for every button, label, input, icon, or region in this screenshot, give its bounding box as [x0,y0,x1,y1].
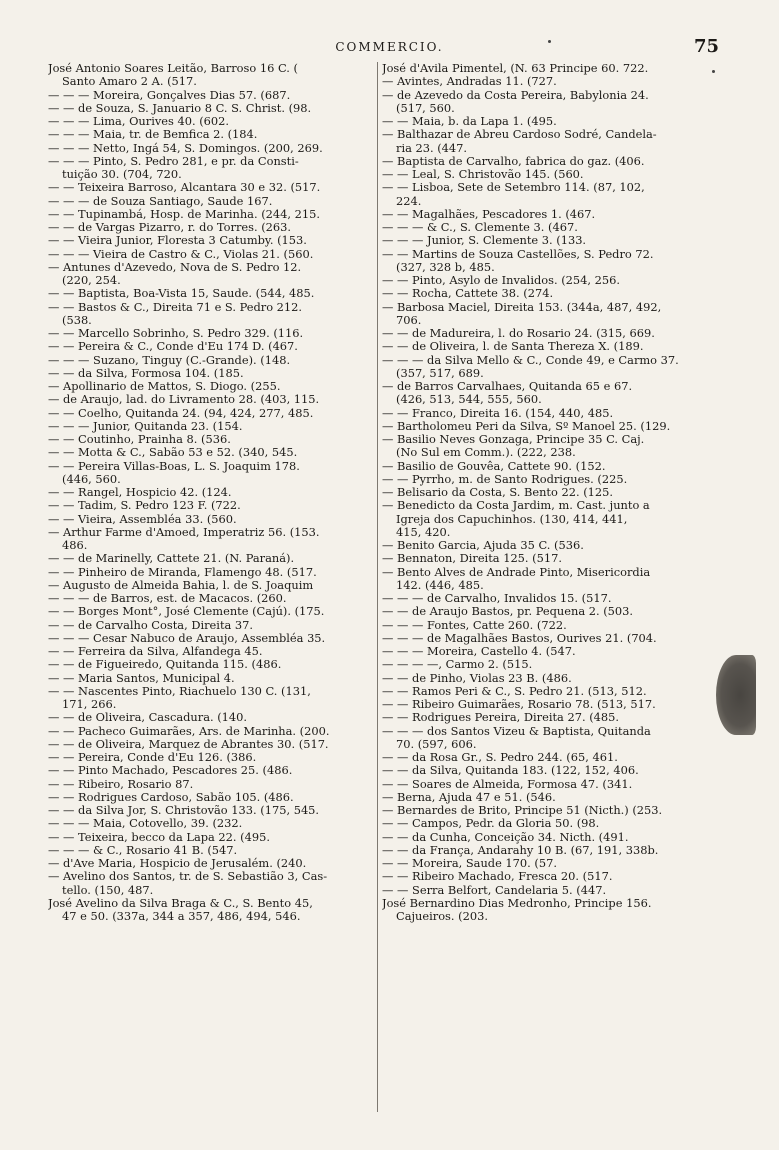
directory-entry-line: (538. [62,313,92,327]
directory-entry-line: — Augusto de Almeida Bahia, l. de S. Joaquim [48,578,314,592]
directory-entry-line: — — de Oliveira, l. de Santa Thereza X. (189. [382,340,644,354]
directory-entry-line: — — — Fontes, Catte 260. (722. [382,618,567,632]
directory-entry-line: — — — Lima, Ourives 40. (602. [48,115,230,128]
directory-entry-line: — — Lisboa, Sete de Setembro 114. (87, 102, [382,181,645,195]
directory-entry-line: José Avelino da Silva Braga & C., S. Bento 45, [48,896,313,910]
directory-entry-line: — — Marcello Sobrinho, S. Pedro 329. (116. [48,327,304,340]
directory-entry-line: — — de Oliveira, Marquez de Abrantes 30. (517. [48,737,329,751]
directory-entry-line: — — da França, Andarahy 10 B. (67, 191, 338b. [382,843,659,857]
directory-entry-line: — — Moreira, Saude 170. (57. [382,857,557,870]
running-title: COMMERCIO. [335,40,444,54]
directory-entry-line: — Benedicto da Costa Jardim, m. Cast. junto a [382,499,650,513]
directory-entry-line: — — — de Magalhães Bastos, Ourives 21. (704. [382,631,657,645]
directory-entry-line: — — Pacheco Guimarães, Ars. de Marinha. (200. [48,724,330,738]
directory-entry-line: — — Pinheiro de Miranda, Flamengo 48. (517. [48,565,317,579]
directory-entry-line: — Avelino dos Santos, tr. de S. Sebastião 3, Cas- [48,870,328,884]
directory-entry-line: — Bartholomeu Peri da Silva, Sº Manoel 25. (129. [382,419,671,433]
column-divider [377,62,378,1112]
directory-entry-line: — Bernardes de Brito, Principe 51 (Nicth.) (253. [382,804,663,817]
directory-entry-line: — — de Carvalho Costa, Direita 37. [48,618,254,632]
directory-entry-line: — — Motta & C., Sabão 53 e 52. (340, 545. [48,446,298,460]
directory-entry-line: — — de Vargas Pizarro, r. do Torres. (263. [48,221,292,234]
directory-entry-line: — — — Maia, tr. de Bemfica 2. (184. [48,128,258,142]
directory-entry-line: — — de Araujo Bastos, pr. Pequena 2. (503. [382,605,634,619]
directory-entry-line: — — de Souza, S. Januario 8 C. S. Christ. (98. [48,101,312,115]
speck [548,40,551,43]
directory-entry-line: — Avintes, Andradas 11. (727. [382,75,557,89]
directory-entry-line: — — da Silva, Quitanda 183. (122, 152, 406. [382,764,639,778]
directory-entry-line: — — Pereira, Conde d'Eu 126. (386. [48,751,257,764]
directory-entry-line: Cajueiros. (203. [396,910,488,923]
directory-entry-line: — — Soares de Almeida, Formosa 47. (341. [382,777,633,791]
directory-entry-line: — — de Marinelly, Cattete 21. (N. Paraná). [48,552,295,566]
directory-entry-line: — Baptista de Carvalho, fabrica do gaz. (406. [382,154,645,168]
directory-entry-line: — — Rangel, Hospicio 42. (124. [48,486,232,499]
directory-entry-line: — — Martins de Souza Castellões, S. Pedro 72. [382,247,654,261]
directory-entry-line: — — Ribeiro Guimarães, Rosario 78. (513, 517. [382,698,656,711]
directory-entry-line: — — da Silva, Formosa 104. (185. [48,366,244,380]
directory-entry-line: — — — de Carvalho, Invalidos 15. (517. [382,592,612,605]
directory-entry-line: — — Rocha, Cattete 38. (274. [382,287,554,301]
directory-entry-line: ria 23. (447. [396,141,468,155]
directory-entry-line: — — Pereira & C., Conde d'Eu 174 D. (467. [48,340,298,354]
directory-entry-line: — — — de Souza Santiago, Saude 167. [48,194,273,208]
directory-entry-line: — — Rodrigues Cardoso, Sabão 105. (486. [48,790,294,804]
speck [712,70,715,73]
directory-entry-line: (426, 513, 544, 555, 560. [396,393,542,407]
directory-entry-line: José Antonio Soares Leitão, Barroso 16 C. ( [48,62,298,75]
directory-entry-line: 70. (597, 606. [396,737,477,751]
directory-entry-line: — — Franco, Direita 16. (154, 440, 485. [382,406,614,420]
page-number: 75 [693,36,719,57]
directory-entry-line: José d'Avila Pimentel, (N. 63 Principe 60. 722. [382,62,649,75]
directory-entry-line: (357, 517, 689. [396,366,484,380]
directory-entry-line: — — Leal, S. Christovão 145. (560. [382,168,584,181]
directory-entry-line: — — — & C., Rosario 41 B. (547. [48,843,238,857]
directory-entry-line: — Basilio de Gouvêa, Cattete 90. (152. [382,459,606,473]
directory-entry-line: — — da Rosa Gr., S. Pedro 244. (65, 461. [382,751,618,764]
directory-entry-line: — — Maia, b. da Lapa 1. (495. [382,115,557,128]
directory-entry-line: — Belisario da Costa, S. Bento 22. (125. [382,486,614,499]
directory-entry-line: — — de Oliveira, Cascadura. (140. [48,711,248,725]
directory-entry-line: — — Serra Belfort, Candelaria 5. (447. [382,883,607,897]
directory-entry-line: — Berna, Ajuda 47 e 51. (546. [382,790,556,804]
directory-entry-line: — — Nascentes Pinto, Riachuelo 130 C. (131, [48,684,311,698]
directory-entry-line: Igreja dos Capuchinhos. (130, 414, 441, [396,512,628,526]
directory-entry-line: — — Pereira Villas-Boas, L. S. Joaquim 178. [48,459,300,473]
page-header [0,36,779,60]
directory-entry-line: — — — Moreira, Castello 4. (547. [382,645,576,658]
directory-entry-line: — — — da Silva Mello & C., Conde 49, e Carmo 37. [382,353,679,367]
directory-entry-line: tuição 30. (704, 720. [62,168,182,181]
directory-entry-line: — — — Maia, Cotovello, 39. (232. [48,817,243,831]
directory-entry-line: — — da Silva Jor, S. Christovão 133. (175, 545. [48,804,320,817]
directory-entry-line: — — — —, Carmo 2. (515. [382,658,533,672]
directory-entry-line: — — Rodrigues Pereira, Direita 27. (485. [382,711,620,725]
directory-entry-line: — — de Pinho, Violas 23 B. (486. [382,671,572,685]
directory-entry-line: — — de Madureira, l. do Rosario 24. (315, 669. [382,327,655,340]
directory-entry-line: — — de Figueiredo, Quitanda 115. (486. [48,658,282,672]
directory-entry-line: — — — de Barros, est. de Macacos. (260. [48,592,287,605]
directory-entry-line: — — Ferreira da Silva, Alfandega 45. [48,645,263,658]
directory-entry-line: (327, 328 b, 485. [396,260,495,274]
directory-entry-line: — Benito Garcia, Ajuda 35 C. (536. [382,539,584,552]
right-column [382,62,714,1122]
directory-entry-line: — — Coelho, Quitanda 24. (94, 424, 277, 485. [48,406,314,420]
directory-entry-line: — — Coutinho, Prainha 8. (536. [48,433,231,446]
directory-entry-line: — — Magalhães, Pescadores 1. (467. [382,207,596,221]
directory-entry-line: 486. [62,539,88,552]
directory-entry-line: — — Bastos & C., Direita 71 e S. Pedro 212. [48,300,303,314]
directory-entry-line: 142. (446, 485. [396,578,484,592]
directory-entry-line: 706. [396,313,422,327]
directory-entry-line: — — Ribeiro, Rosario 87. [48,777,194,791]
directory-entry-line: (446, 560. [62,472,121,486]
directory-entry-line: — — Campos, Pedr. da Gloria 50. (98. [382,817,600,831]
directory-entry-line: (220, 254. [62,274,121,287]
directory-entry-line: José Bernardino Dias Medronho, Principe 156. [382,896,652,910]
directory-entry-line: — — Vieira, Assembléa 33. (560. [48,512,237,526]
directory-entry-line: — de Azevedo da Costa Pereira, Babylonia 24. [382,88,649,102]
directory-entry-line: — — Teixeira Barroso, Alcantara 30 e 32. (517. [48,181,321,195]
directory-entry-line: — — Ribeiro Machado, Fresca 20. (517. [382,870,613,884]
directory-entry-line: 47 e 50. (337a, 344 a 357, 486, 494, 546. [62,910,301,923]
directory-entry-line: — — Pyrrho, m. de Santo Rodrigues. (225. [382,472,628,486]
directory-entry-line: — — — Pinto, S. Pedro 281, e pr. da Consti- [48,154,299,168]
directory-entry-line: — — — Junior, Quitanda 23. (154. [48,419,243,433]
directory-entry-line: — — da Cunha, Conceição 34. Nicth. (491. [382,830,629,844]
directory-entry-line: 415, 420. [396,525,451,539]
directory-entry-line: tello. (150, 487. [62,883,154,897]
directory-entry-line: — — — Junior, S. Clemente 3. (133. [382,234,587,248]
directory-entry-line: — — Teixeira, becco da Lapa 22. (495. [48,830,270,844]
directory-entry-line: — Arthur Farme d'Amoed, Imperatriz 56. (153. [48,525,320,539]
directory-entry-line: — Antunes d'Azevedo, Nova de S. Pedro 12. [48,260,302,274]
directory-entry-line: — — Maria Santos, Municipal 4. [48,671,235,685]
left-column [48,62,374,1122]
directory-entry-line: — — Borges Mont°, José Clemente (Cajú). (175. [48,605,325,619]
directory-entry-line: — — Pinto, Asylo de Invalidos. (254, 256. [382,274,620,287]
directory-entry-line: — — — Cesar Nabuco de Araujo, Assembléa 35. [48,631,326,645]
directory-entry-line: — — — Vieira de Castro & C., Violas 21. (560. [48,247,314,261]
directory-entry-line: — Bennaton, Direita 125. (517. [382,552,562,566]
directory-entry-line: — de Barros Carvalhaes, Quitanda 65 e 67. [382,380,633,393]
directory-entry-line: 171, 266. [62,698,117,711]
directory-entry-line: — Apollinario de Mattos, S. Diogo. (255. [48,380,281,393]
directory-entry-line: (517, 560. [396,101,455,115]
directory-entry-line: 224. [396,194,422,208]
directory-entry-line: — — — Netto, Ingá 54, S. Domingos. (200, 269. [48,141,323,155]
directory-entry-line: — — Baptista, Boa-Vista 15, Saude. (544, 485. [48,287,315,301]
directory-entry-line: Santo Amaro 2 A. (517. [62,75,197,89]
directory-entry-line: — — Ramos Peri & C., S. Pedro 21. (513, 512. [382,684,647,698]
directory-entry-line: — — — & C., S. Clemente 3. (467. [382,221,578,234]
directory-entry-line: — Balthazar de Abreu Cardoso Sodré, Candela- [382,128,657,142]
directory-entry-line: — — Pinto Machado, Pescadores 25. (486. [48,764,293,778]
directory-entry-line: — Barbosa Maciel, Direita 153. (344a, 487, 492, [382,300,662,314]
directory-entry-line: — — — dos Santos Vizeu & Baptista, Quitanda [382,724,651,738]
directory-entry-line: — — — Suzano, Tinguy (C.-Grande). (148. [48,353,291,367]
directory-entry-line: (No Sul em Comm.). (222, 238. [396,446,576,460]
directory-entry-line: — d'Ave Maria, Hospicio de Jerusalém. (240. [48,857,307,870]
directory-entry-line: — — Tupinambá, Hosp. de Marinha. (244, 215. [48,207,321,221]
directory-entry-line: — de Araujo, lad. do Livramento 28. (403, 115. [48,393,320,407]
ink-blot [716,655,756,735]
directory-entry-line: — — Tadim, S. Pedro 123 F. (722. [48,499,241,513]
directory-entry-line: — — — Moreira, Gonçalves Dias 57. (687. [48,88,291,102]
directory-entry-line: — Bento Alves de Andrade Pinto, Misericordia [382,565,651,579]
directory-entry-line: — Basilio Neves Gonzaga, Principe 35 C. Caj. [382,433,645,446]
directory-entry-line: — — Vieira Junior, Floresta 3 Catumby. (153. [48,234,307,248]
